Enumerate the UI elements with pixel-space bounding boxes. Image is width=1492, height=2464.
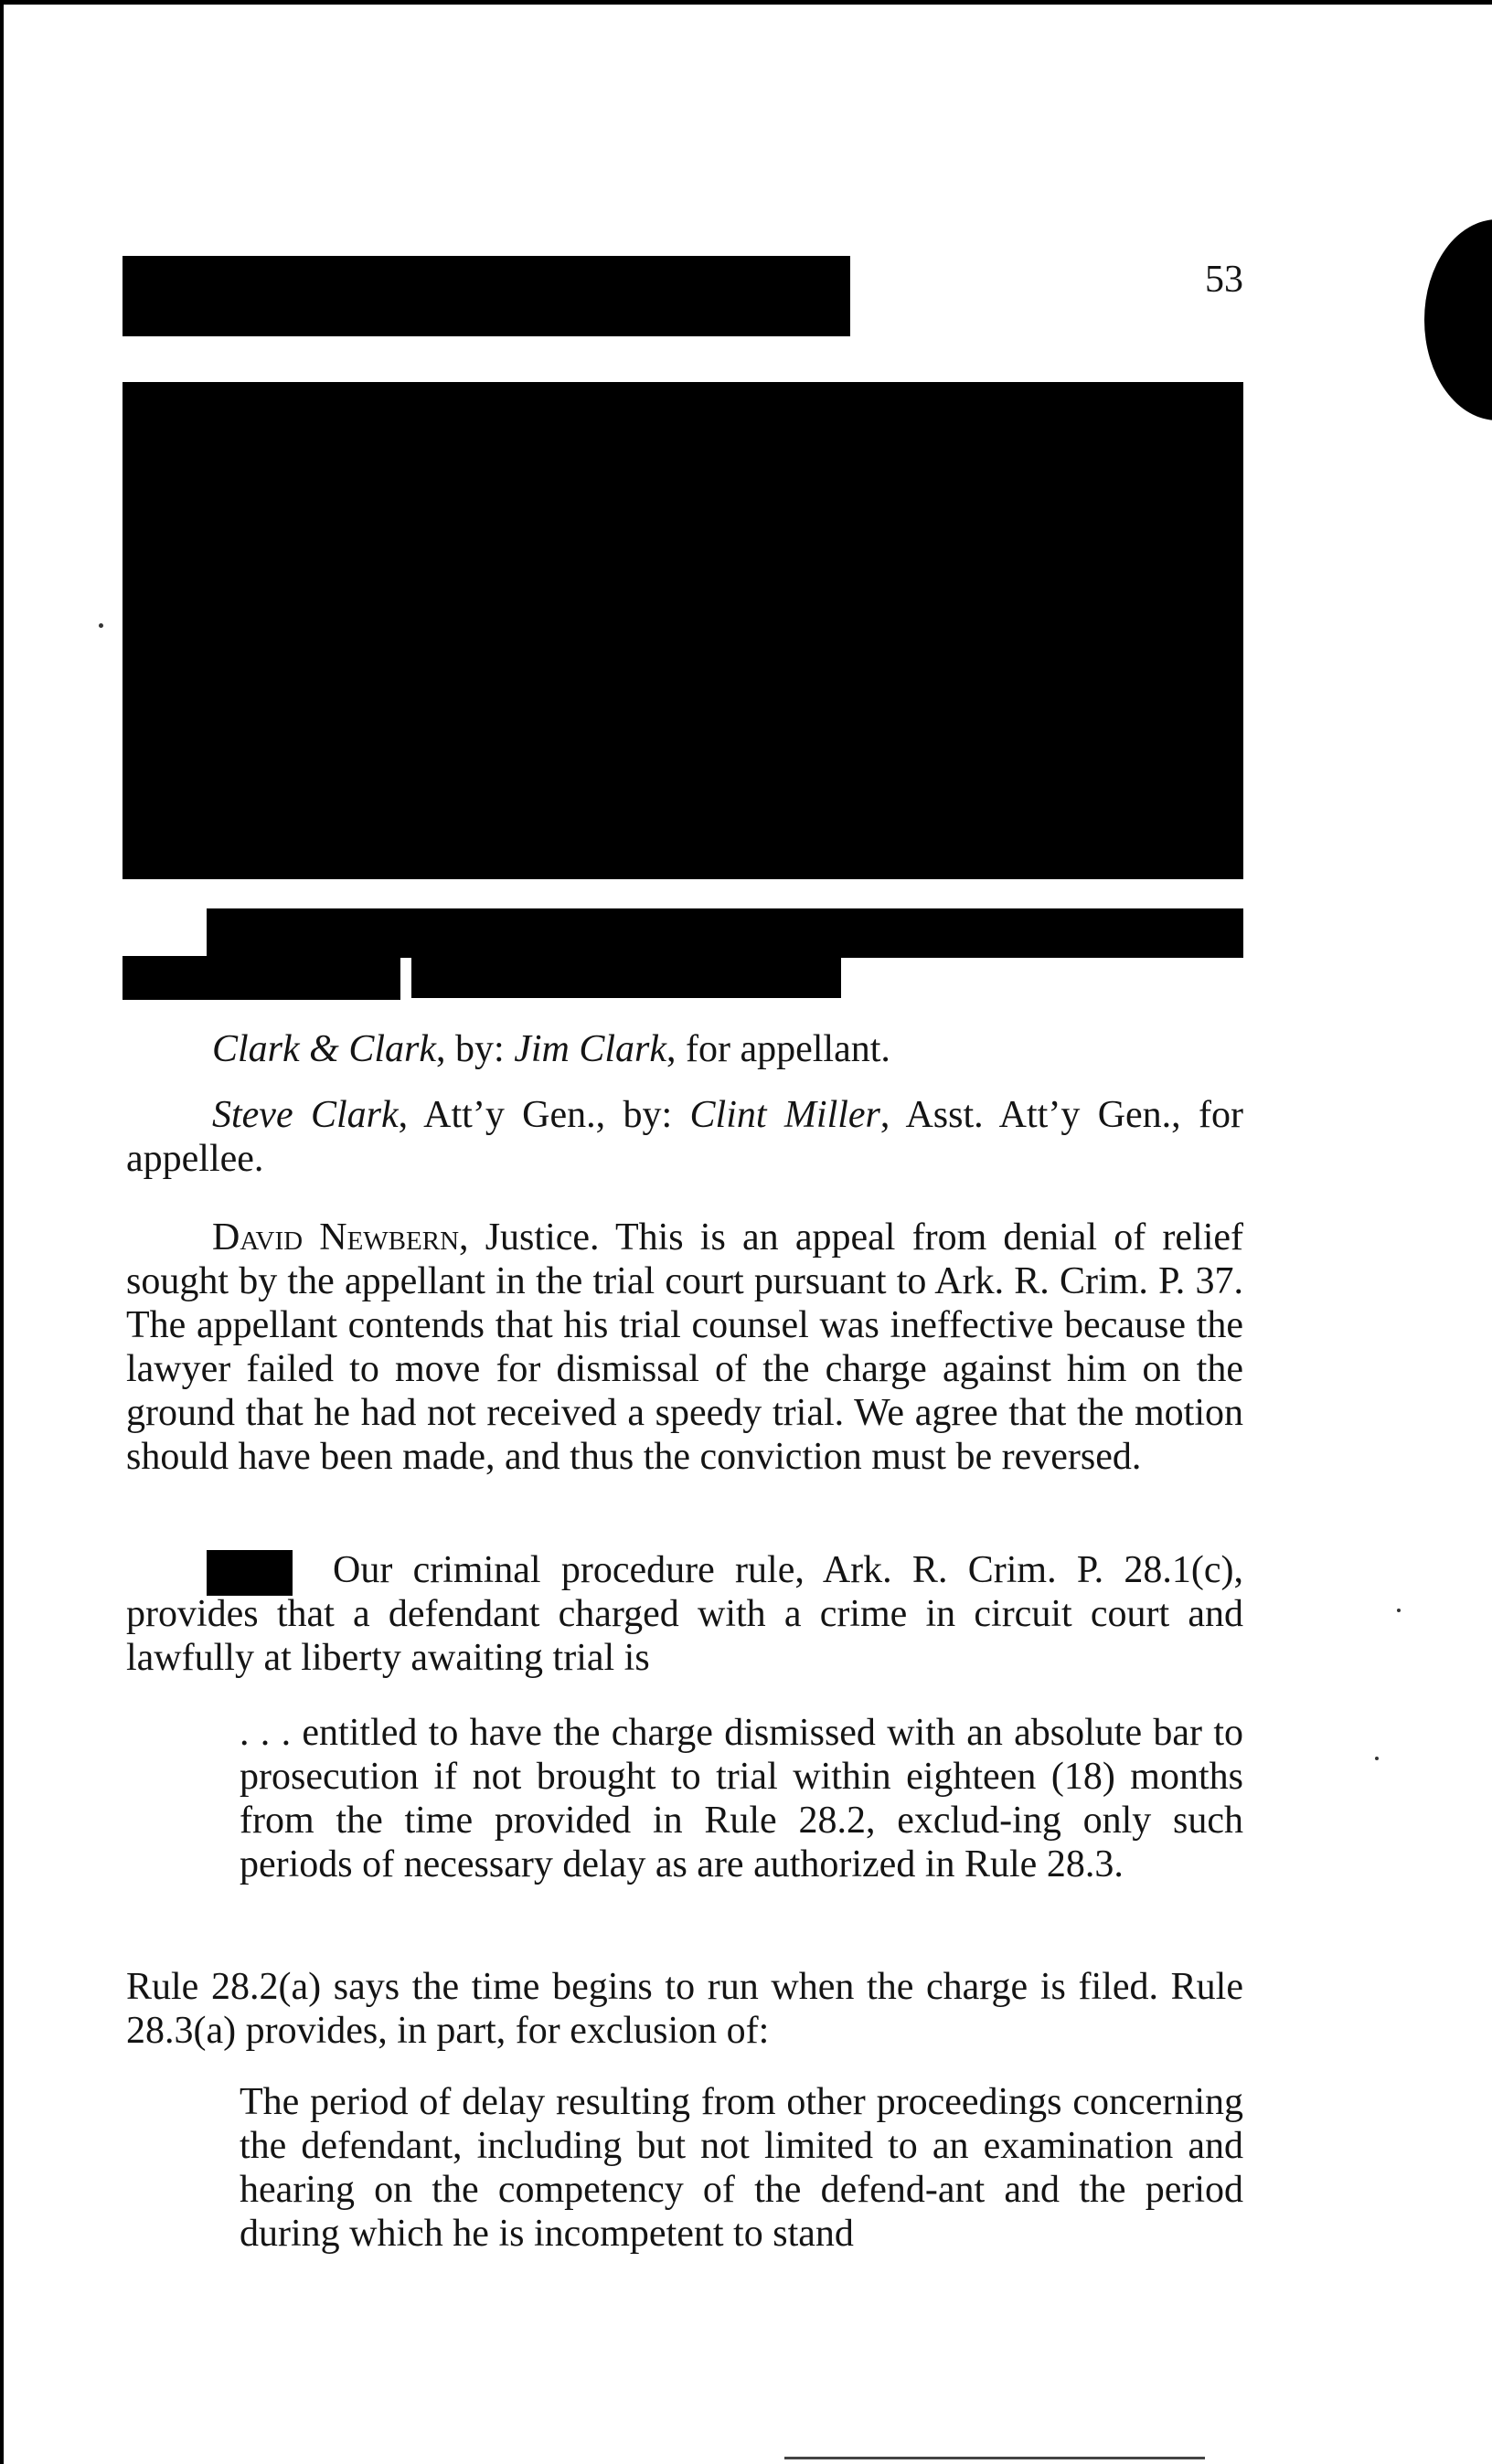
appellee-counsel-line [126,1093,1243,1181]
intro-text: This is an appeal from denial of relief sought by the appellant in the trial court pursuant to Ark. R. Crim. P. 37. The appellant contends that his trial counsel was ineffective because the lawyer failed to move for dismissal of the charge against him on the ground that he had not received a speedy trial. We agree that the motion should have been made, and thus the conviction must be reversed. [126,1216,1243,1478]
attorney-general: Steve Clark [212,1094,399,1136]
author-title: , Justice. [459,1216,600,1259]
page-number: 53 [1205,259,1243,301]
ag-title: , Att’y Gen., by: [398,1094,690,1136]
opinion-author: David Newbern [212,1216,460,1259]
opinion-intro-paragraph [126,1216,1243,1479]
assistant-attorney: Clint Miller [689,1094,880,1136]
redacted-decision-line [207,908,1243,958]
scan-border-left [0,0,4,2464]
appellee-role: , Asst. Att’y Gen., for appellee. [126,1094,1243,1180]
appellant-role: , for appellant. [666,1028,890,1070]
appellant-firm: Clark & Clark [212,1028,437,1070]
redacted-decision-line [123,956,400,1000]
thumb-index-tab [1424,219,1492,420]
scan-border-top [0,0,1492,5]
redacted-headnote-block [123,382,1243,879]
scan-speck [1375,1757,1379,1760]
appellant-counsel-line [126,1027,1243,1071]
rule-28-2-paragraph: Rule 28.2(a) says the time begins to run when the charge is filed. Rule 28.3(a) provides, in part, for exclusion of: [126,1966,1243,2052]
appellant-attorney: Jim Clark [514,1028,666,1070]
scan-speck [1397,1609,1401,1612]
scan-speck [99,623,103,628]
page-bottom-mark [784,2457,1205,2459]
redacted-case-caption [123,256,850,336]
by-label: , by: [436,1028,515,1070]
redacted-decision-line [411,956,841,998]
block-quote-rule-28-3: The period of delay resulting from other proceedings concerning the defendant, including but not limited to an examination and hearing on the competency of the defend-ant and the period during which he is incompetent to stand [240,2081,1243,2255]
rule-28-1-paragraph: Our criminal procedure rule, Ark. R. Crim. P. 28.1(c), provides that a defendant charged with a crime in circuit court and lawfully at liberty awaiting trial is [126,1549,1243,1679]
block-quote-rule-28-1: . . . entitled to have the charge dismissed with an absolute bar to prosecution if not brought to trial within eighteen (18) months from the time provided in Rule 28.2, exclud-ing only such periods of necessary delay as are authorized in Rule 28.3. [240,1712,1243,1885]
